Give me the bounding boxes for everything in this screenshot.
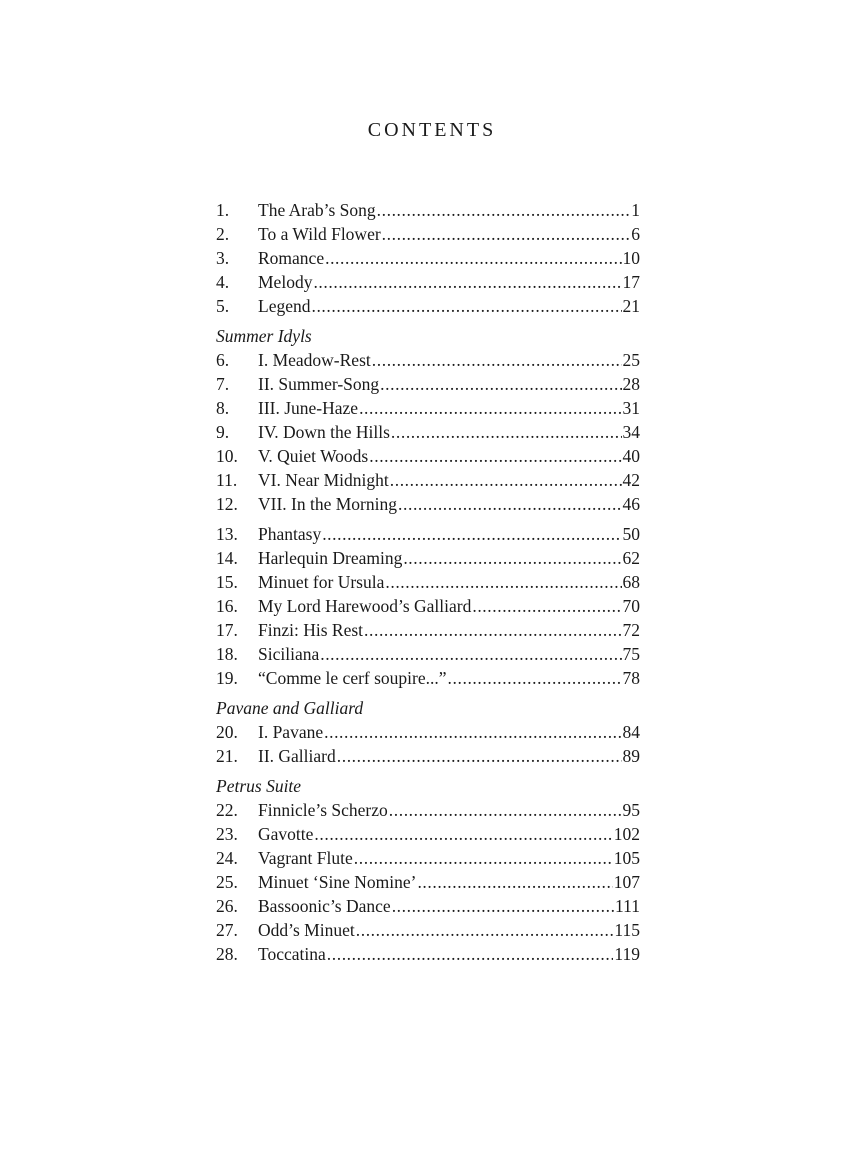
toc-entry[interactable] — [216, 270, 640, 294]
dot-leader — [359, 396, 621, 420]
toc-section — [216, 198, 640, 318]
entry-number: 10. — [216, 446, 238, 466]
page-title: CONTENTS — [367, 119, 497, 141]
toc-entry[interactable] — [216, 546, 640, 570]
entry-page-number: 111 — [615, 896, 640, 916]
entry-title: Siciliana — [258, 644, 320, 664]
entry-number: 25. — [216, 872, 238, 892]
entry-title: Gavotte — [258, 824, 314, 844]
entry-page-number: 50 — [622, 524, 640, 544]
entry-title: Phantasy — [258, 524, 322, 544]
entry-number: 21. — [216, 746, 238, 766]
toc-entry[interactable] — [216, 570, 640, 594]
section-heading: Summer Idyls — [216, 326, 312, 346]
entry-title: Legend — [258, 296, 311, 316]
entry-title: “Comme le cerf soupire...” — [258, 668, 447, 688]
entry-title: To a Wild Flower — [258, 224, 381, 244]
toc-entry[interactable] — [216, 870, 640, 894]
dot-leader — [389, 798, 622, 822]
toc-entry[interactable] — [216, 822, 640, 846]
toc-section — [216, 774, 640, 966]
entry-title: Finnicle’s Scherzo — [258, 800, 388, 820]
dot-leader — [314, 822, 612, 846]
entry-number: 5. — [216, 296, 230, 316]
dot-leader — [313, 270, 621, 294]
entry-page-number: 115 — [614, 920, 640, 940]
entry-title: I. Meadow-Rest — [258, 350, 371, 370]
entry-page-number: 78 — [622, 668, 640, 688]
entry-number: 15. — [216, 572, 238, 592]
section-heading: Pavane and Galliard — [216, 698, 364, 718]
entry-title: Romance — [258, 248, 325, 268]
entry-title: Finzi: His Rest — [258, 620, 364, 640]
entry-title: Minuet for Ursula — [258, 572, 385, 592]
toc-entry[interactable] — [216, 618, 640, 642]
toc-entry[interactable] — [216, 894, 640, 918]
entry-title: VII. In the Morning — [258, 494, 398, 514]
entry-page-number: 34 — [622, 422, 640, 442]
entry-title: Melody — [258, 272, 313, 292]
entry-page-number: 95 — [622, 800, 640, 820]
toc-entry[interactable] — [216, 348, 640, 372]
dot-leader — [327, 942, 614, 966]
entry-number: 6. — [216, 350, 230, 370]
dot-leader — [337, 744, 622, 768]
toc-section — [216, 324, 640, 516]
entry-number: 26. — [216, 896, 238, 916]
dot-leader — [377, 198, 631, 222]
toc-entry[interactable] — [216, 396, 640, 420]
entry-page-number: 70 — [622, 596, 640, 616]
entry-number: 4. — [216, 272, 230, 292]
entry-page-number: 62 — [622, 548, 640, 568]
entry-page-number: 42 — [622, 470, 640, 490]
toc-entry[interactable] — [216, 468, 640, 492]
entry-title: Vagrant Flute — [258, 848, 353, 868]
entry-page-number: 25 — [622, 350, 640, 370]
entry-number: 28. — [216, 944, 238, 964]
entry-page-number: 6 — [631, 224, 640, 244]
entry-title: Harlequin Dreaming — [258, 548, 403, 568]
entry-number: 27. — [216, 920, 238, 940]
toc-entry[interactable] — [216, 918, 640, 942]
dot-leader — [364, 618, 621, 642]
entry-number: 3. — [216, 248, 230, 268]
entry-page-number: 102 — [613, 824, 640, 844]
entry-number: 18. — [216, 644, 238, 664]
entry-page-number: 40 — [622, 446, 640, 466]
entry-number: 22. — [216, 800, 238, 820]
entry-title: The Arab’s Song — [258, 200, 376, 220]
dot-leader — [380, 372, 621, 396]
entry-number: 1. — [216, 200, 230, 220]
toc-entry[interactable] — [216, 642, 640, 666]
entry-page-number: 17 — [622, 272, 640, 292]
entry-number: 12. — [216, 494, 238, 514]
entry-title: V. Quiet Woods — [258, 446, 369, 466]
dot-leader — [324, 720, 621, 744]
entry-number: 24. — [216, 848, 238, 868]
entry-title: III. June-Haze — [258, 398, 359, 418]
entry-page-number: 10 — [622, 248, 640, 268]
entry-page-number: 107 — [613, 872, 640, 892]
toc-entry[interactable] — [216, 420, 640, 444]
dot-leader — [311, 294, 621, 318]
entry-title: My Lord Harewood’s Galliard — [258, 596, 472, 616]
entry-title: II. Galliard — [258, 746, 336, 766]
entry-title: Toccatina — [258, 944, 326, 964]
dot-leader — [320, 642, 621, 666]
dot-leader — [385, 570, 621, 594]
toc-entry[interactable] — [216, 198, 640, 222]
entry-page-number: 84 — [622, 722, 640, 742]
toc-entry[interactable] — [216, 846, 640, 870]
toc-section — [216, 522, 640, 690]
toc-entry[interactable] — [216, 798, 640, 822]
dot-leader — [403, 546, 621, 570]
toc-entry[interactable] — [216, 666, 640, 690]
entry-page-number: 105 — [613, 848, 640, 868]
entry-number: 7. — [216, 374, 230, 394]
toc-entry[interactable] — [216, 222, 640, 246]
entry-number: 13. — [216, 524, 238, 544]
entry-page-number: 21 — [622, 296, 640, 316]
dot-leader — [325, 246, 621, 270]
entry-page-number: 28 — [622, 374, 640, 394]
dot-leader — [354, 846, 613, 870]
entry-title: VI. Near Midnight — [258, 470, 389, 490]
entry-number: 17. — [216, 620, 238, 640]
dot-leader — [322, 522, 621, 546]
dot-leader — [398, 492, 621, 516]
entry-title: II. Summer-Song — [258, 374, 380, 394]
entry-number: 14. — [216, 548, 238, 568]
toc-entry[interactable] — [216, 744, 640, 768]
entry-number: 23. — [216, 824, 238, 844]
toc-entry[interactable] — [216, 594, 640, 618]
entry-page-number: 119 — [614, 944, 640, 964]
entry-page-number: 46 — [622, 494, 640, 514]
entry-page-number: 89 — [622, 746, 640, 766]
toc-entry[interactable] — [216, 720, 640, 744]
entry-title: Odd’s Minuet — [258, 920, 355, 940]
dot-leader — [372, 348, 622, 372]
entry-title: Bassoonic’s Dance — [258, 896, 391, 916]
dot-leader — [356, 918, 614, 942]
dot-leader — [391, 420, 622, 444]
toc-entry[interactable] — [216, 492, 640, 516]
toc-entry[interactable] — [216, 294, 640, 318]
dot-leader — [369, 444, 621, 468]
dot-leader — [392, 894, 614, 918]
toc-entry[interactable] — [216, 942, 640, 966]
entry-page-number: 1 — [631, 200, 640, 220]
entry-number: 9. — [216, 422, 230, 442]
toc-entry[interactable] — [216, 246, 640, 270]
dot-leader — [390, 468, 622, 492]
entry-title: IV. Down the Hills — [258, 422, 390, 442]
entry-number: 19. — [216, 668, 238, 688]
entry-page-number: 68 — [622, 572, 640, 592]
entry-number: 20. — [216, 722, 238, 742]
dot-leader — [417, 870, 612, 894]
toc-entry[interactable] — [216, 522, 640, 546]
toc-section — [216, 696, 640, 768]
dot-leader — [448, 666, 622, 690]
dot-leader — [472, 594, 621, 618]
entry-number: 8. — [216, 398, 230, 418]
section-heading: Petrus Suite — [216, 776, 302, 796]
entry-title: Minuet ‘Sine Nomine’ — [258, 872, 417, 892]
entry-title: I. Pavane — [258, 722, 324, 742]
entry-number: 2. — [216, 224, 230, 244]
toc-entry[interactable] — [216, 372, 640, 396]
entry-page-number: 75 — [622, 644, 640, 664]
toc-entry[interactable] — [216, 444, 640, 468]
entry-page-number: 72 — [622, 620, 640, 640]
table-of-contents — [216, 198, 640, 966]
entry-page-number: 31 — [622, 398, 640, 418]
dot-leader — [382, 222, 631, 246]
entry-number: 11. — [216, 470, 238, 490]
entry-number: 16. — [216, 596, 238, 616]
